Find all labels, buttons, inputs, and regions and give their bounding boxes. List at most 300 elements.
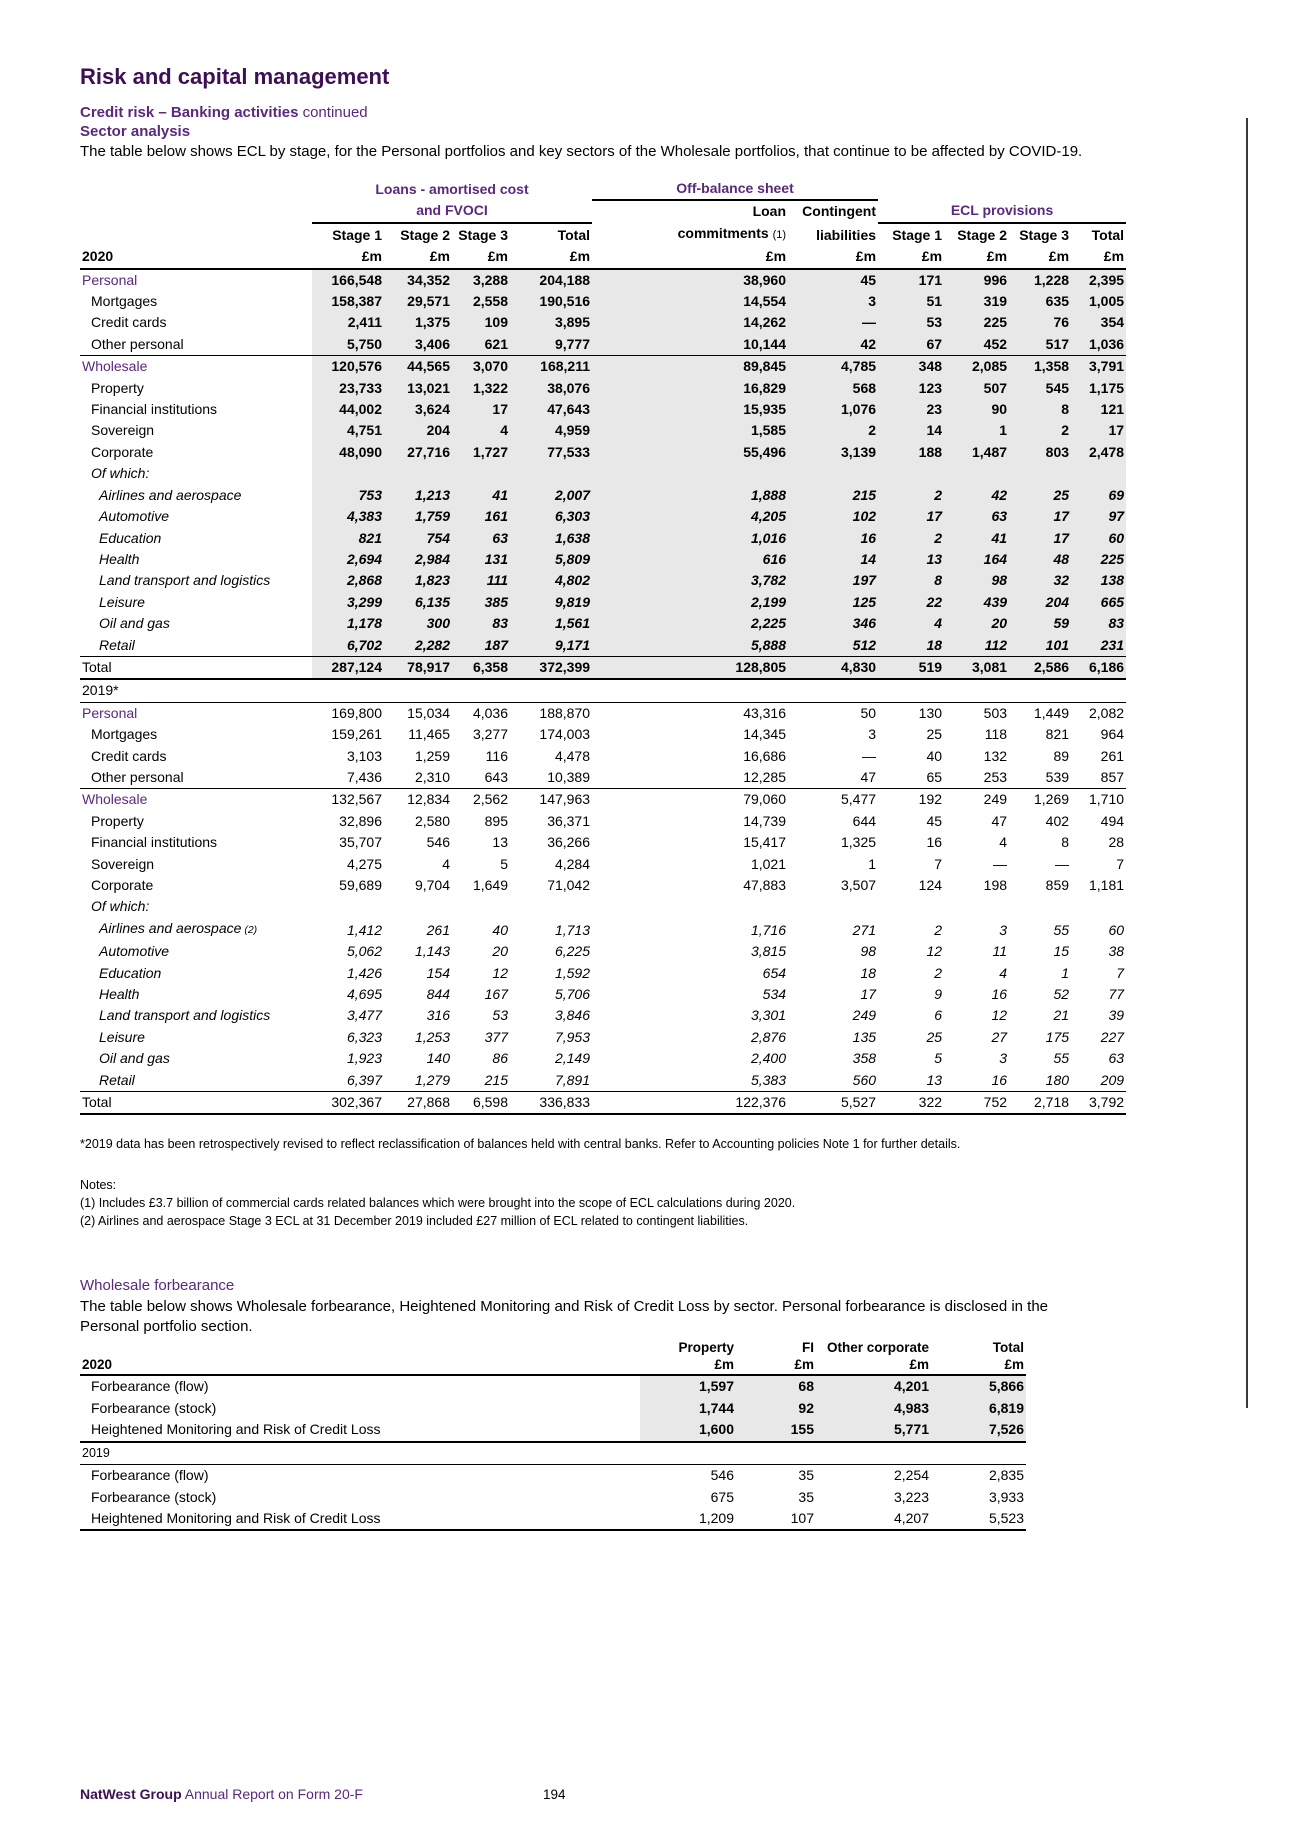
value-cell: 1,175 — [1071, 378, 1126, 399]
row-label: Financial institutions — [91, 834, 218, 851]
main-table — [80, 178, 1126, 1115]
value-cell: 643 — [452, 767, 510, 789]
value-cell: 6,397 — [346, 1071, 382, 1088]
table-row — [80, 1465, 1026, 1487]
value-cell: 16 — [991, 986, 1008, 1003]
value-cell: 2,149 — [554, 1050, 591, 1067]
value-cell: 3,782 — [592, 570, 788, 591]
notes-heading: Notes: — [80, 1178, 117, 1193]
note-2: (2) Airlines and aerospace Stage 3 ECL at 31 December 2019 included £27 million of ECL related to contingent liabilities. — [80, 1214, 749, 1229]
value-cell: 118 — [984, 726, 1008, 743]
value-cell: 132 — [983, 747, 1008, 764]
value-cell: 2 — [788, 420, 878, 441]
value-cell: 2,558 — [452, 291, 510, 312]
value-cell: 17 — [1009, 506, 1071, 527]
table-row — [80, 291, 1126, 312]
value-cell: 6,135 — [384, 592, 452, 613]
year-label-2019: 2019* — [80, 679, 1126, 702]
value-cell: 1,228 — [1009, 269, 1071, 291]
value-cell: 1,253 — [414, 1028, 450, 1045]
unit-gbp-m: £m — [944, 246, 1009, 268]
value-cell: 517 — [1009, 334, 1071, 356]
value-cell: 171 — [878, 269, 944, 291]
table-row — [80, 312, 1126, 333]
value-cell — [788, 463, 878, 484]
value-cell: 38,076 — [510, 378, 592, 399]
value-cell: 13,021 — [384, 378, 452, 399]
value-cell: 4 — [452, 420, 510, 441]
value-cell: 2,082 — [1088, 704, 1125, 721]
value-cell: 7 — [1116, 964, 1125, 981]
row-label: Personal — [82, 271, 138, 288]
value-cell: 198 — [983, 877, 1008, 893]
row-label: Sovereign — [91, 422, 155, 439]
value-cell: 45 — [788, 269, 878, 291]
year-label-2019: 2019 — [80, 1442, 1026, 1465]
value-cell: 25 — [926, 1028, 943, 1045]
value-cell: 6,598 — [452, 1092, 510, 1115]
value-cell: 249 — [983, 791, 1008, 808]
unit-gbp-m: £m — [384, 246, 452, 268]
value-cell: 20 — [492, 943, 508, 960]
value-cell: 12,834 — [407, 791, 450, 808]
row-label: Oil and gas — [99, 1050, 170, 1067]
value-cell: 560 — [852, 1071, 877, 1088]
table-row — [80, 832, 1126, 853]
revision-change-bar — [1246, 118, 1248, 1408]
value-cell: 1,713 — [554, 921, 591, 938]
value-cell: 83 — [1071, 613, 1126, 634]
table-row — [80, 528, 1126, 549]
row-label: Oil and gas — [99, 615, 170, 632]
row-label: Forbearance (flow) — [91, 1378, 209, 1395]
value-cell: 8 — [1061, 834, 1070, 851]
value-cell: 5,809 — [510, 549, 592, 570]
value-cell: 12,285 — [592, 767, 788, 789]
value-cell: 3,933 — [988, 1488, 1024, 1505]
value-cell: 1,449 — [1033, 704, 1070, 721]
value-cell: 17 — [878, 506, 944, 527]
value-cell: 5,527 — [788, 1092, 878, 1115]
value-cell: 6,225 — [554, 943, 591, 960]
value-cell: 5,706 — [554, 986, 591, 1003]
value-cell: 5,866 — [931, 1375, 1026, 1397]
value-cell: 322 — [878, 1092, 944, 1115]
value-cell: 35,707 — [339, 834, 382, 851]
row-label: Automotive — [99, 508, 170, 525]
value-cell: 2,478 — [1071, 442, 1126, 463]
row-label: Property — [91, 379, 144, 396]
value-cell: — — [788, 312, 878, 333]
note-1: (1) Includes £3.7 billion of commercial cards related balances which were brought into the scope of ECL calculations during 2020. — [80, 1196, 796, 1211]
value-cell: 32,896 — [339, 812, 382, 829]
value-cell: 964 — [1100, 726, 1125, 743]
value-cell — [510, 463, 592, 484]
value-cell: 7 — [1116, 855, 1125, 872]
table-row — [80, 1092, 1126, 1115]
value-cell: 38,960 — [592, 269, 788, 291]
value-cell: 5,523 — [931, 1508, 1026, 1530]
value-cell: 1,592 — [554, 964, 591, 981]
value-cell: 65 — [878, 767, 944, 789]
value-cell: 377 — [484, 1028, 508, 1045]
value-cell: 336,833 — [510, 1092, 592, 1115]
value-cell: 1,209 — [640, 1508, 736, 1530]
row-label: Forbearance (flow) — [91, 1467, 209, 1484]
forbearance-year-divider — [80, 1442, 1026, 1465]
group-loans-line1: Loans - amortised cost — [375, 181, 529, 197]
value-cell: 27,868 — [384, 1092, 452, 1115]
value-cell: 621 — [452, 334, 510, 356]
col-total: Total — [557, 226, 591, 243]
footer-brand: NatWest Group — [80, 1786, 182, 1802]
value-cell: 439 — [944, 592, 1009, 613]
value-cell: 635 — [1009, 291, 1071, 312]
value-cell: 3,792 — [1071, 1092, 1126, 1115]
value-cell: 7,953 — [554, 1028, 591, 1045]
value-cell: 11 — [992, 943, 1008, 960]
value-cell: 6,186 — [1071, 656, 1126, 679]
value-cell: 15 — [1053, 943, 1070, 960]
value-cell: 996 — [944, 269, 1009, 291]
value-cell: 47 — [788, 767, 878, 789]
value-cell: 128,805 — [592, 656, 788, 679]
header-spacer — [80, 1339, 640, 1356]
header-spacer — [80, 223, 312, 246]
value-cell: 44,565 — [384, 356, 452, 378]
value-cell: 204,188 — [510, 269, 592, 291]
value-cell: 44,002 — [312, 399, 384, 420]
header-spacer — [80, 178, 312, 200]
row-label: Leisure — [99, 1028, 145, 1045]
value-cell: 7,891 — [554, 1071, 591, 1088]
value-cell: 16 — [788, 528, 878, 549]
value-cell: 539 — [1009, 767, 1071, 789]
unit-gbp-m: £m — [736, 1356, 816, 1375]
value-cell: 754 — [384, 528, 452, 549]
notes-block — [80, 1176, 1126, 1230]
value-cell: 1,143 — [414, 943, 450, 960]
value-cell: 67 — [878, 334, 944, 356]
value-cell: 71,042 — [547, 877, 591, 893]
value-cell: 4 — [878, 613, 944, 634]
value-cell: 6,819 — [931, 1398, 1026, 1419]
table-row — [80, 485, 1126, 506]
value-cell: 3,791 — [1071, 356, 1126, 378]
value-cell — [312, 896, 384, 917]
value-cell: 1,021 — [750, 855, 787, 872]
value-cell: 166,548 — [312, 269, 384, 291]
value-cell: 155 — [736, 1419, 816, 1441]
value-cell — [878, 463, 944, 484]
row-label: Of which: — [91, 898, 150, 915]
value-cell — [1071, 896, 1126, 917]
row-label: Sovereign — [91, 855, 155, 872]
value-cell: 17 — [860, 986, 877, 1003]
value-cell: 180 — [1045, 1071, 1070, 1088]
table-row — [80, 635, 1126, 657]
value-cell: 63 — [944, 506, 1009, 527]
unit-gbp-m: £m — [640, 1356, 736, 1375]
value-cell: 2,868 — [312, 570, 384, 591]
value-cell: 3 — [999, 921, 1008, 938]
group-ecl-provisions: ECL provisions — [878, 200, 1126, 222]
value-cell: 1 — [1061, 964, 1070, 981]
value-cell: 2,007 — [510, 485, 592, 506]
row-label: Airlines and aerospace (2) — [99, 919, 258, 936]
value-cell: 3,895 — [510, 312, 592, 333]
value-cell: 25 — [1009, 485, 1071, 506]
table-row — [80, 896, 1126, 917]
value-cell: 188 — [878, 442, 944, 463]
value-cell: 7 — [934, 855, 943, 872]
value-cell: 302,367 — [312, 1092, 384, 1115]
value-cell: 78,917 — [384, 656, 452, 679]
value-cell: 4,207 — [816, 1508, 931, 1530]
value-cell: 8 — [878, 570, 944, 591]
value-cell: 2,199 — [592, 592, 788, 613]
value-cell: 12 — [492, 964, 508, 981]
value-cell: 1,375 — [384, 312, 452, 333]
value-cell: 60 — [1108, 921, 1125, 938]
value-cell: 9,819 — [510, 592, 592, 613]
table-row — [80, 1508, 1026, 1530]
value-cell: 3,277 — [472, 726, 508, 743]
value-cell: 3,507 — [840, 877, 877, 893]
value-cell: 92 — [736, 1398, 816, 1419]
col-other-corporate: Other corporate — [826, 1340, 929, 1356]
value-cell: 47,643 — [510, 399, 592, 420]
table-row — [80, 420, 1126, 441]
value-cell: 503 — [983, 704, 1008, 721]
row-label: Airlines and aerospace — [99, 486, 242, 503]
col-loan-commitments-word: commitments — [677, 224, 769, 241]
value-cell: 7,436 — [312, 767, 384, 789]
value-cell: 132,567 — [331, 791, 382, 808]
table-row — [80, 702, 1126, 724]
value-cell — [944, 896, 1009, 917]
table-row — [80, 334, 1126, 356]
value-cell: 6 — [934, 1007, 943, 1024]
group-off-balance-sheet: Off-balance sheet — [592, 178, 878, 200]
value-cell: 4,036 — [472, 704, 508, 721]
row-label: Forbearance (stock) — [91, 1488, 217, 1505]
value-cell: 3,103 — [346, 747, 382, 764]
value-cell: 1,727 — [452, 442, 510, 463]
value-cell: 9,704 — [414, 877, 450, 893]
value-cell: 147,963 — [539, 791, 591, 808]
value-cell: 122,376 — [592, 1092, 788, 1115]
value-cell: 86 — [492, 1050, 508, 1067]
value-cell: 112 — [944, 635, 1009, 657]
value-cell: 36,371 — [547, 812, 591, 829]
value-cell: 2,876 — [750, 1028, 787, 1045]
value-cell: 2,586 — [1009, 656, 1071, 679]
value-cell: 11,465 — [408, 726, 450, 743]
value-cell: 28 — [1108, 834, 1125, 851]
value-cell: 5 — [500, 855, 508, 872]
value-cell: 3,070 — [452, 356, 510, 378]
value-cell: 15,935 — [592, 399, 788, 420]
value-cell: 402 — [1045, 812, 1070, 829]
page-number: 194 — [543, 1787, 566, 1802]
value-cell: 23 — [878, 399, 944, 420]
value-cell: 90 — [944, 399, 1009, 420]
value-cell: 2,310 — [384, 767, 452, 789]
value-cell: 53 — [878, 312, 944, 333]
row-label: Health — [99, 550, 140, 567]
value-cell: 1,279 — [414, 1071, 450, 1088]
value-cell: 22 — [878, 592, 944, 613]
value-cell: 1,076 — [788, 399, 878, 420]
value-cell: 2,984 — [384, 549, 452, 570]
value-cell: 13 — [492, 834, 508, 851]
col-stage2: Stage 2 — [400, 226, 450, 243]
value-cell: 616 — [592, 549, 788, 570]
value-cell: 63 — [1108, 1050, 1125, 1067]
value-cell: 77 — [1108, 986, 1125, 1003]
value-cell: 4,830 — [788, 656, 878, 679]
value-cell: 1,716 — [750, 921, 787, 938]
unit-gbp-m: £m — [816, 1356, 931, 1375]
value-cell: 3,477 — [346, 1007, 382, 1024]
value-cell: 168,211 — [510, 356, 592, 378]
value-cell: 227 — [1100, 1028, 1125, 1045]
value-cell: 55 — [1053, 1050, 1070, 1067]
page-content — [80, 0, 1126, 1531]
table-row — [80, 811, 1126, 832]
value-cell: 138 — [1071, 570, 1126, 591]
value-cell: 89,845 — [592, 356, 788, 378]
value-cell: 1,213 — [384, 485, 452, 506]
value-cell: 140 — [426, 1050, 450, 1067]
value-cell: 17 — [1009, 528, 1071, 549]
value-cell: 14,262 — [592, 312, 788, 333]
row-label: Mortgages — [91, 726, 158, 743]
forbearance-intro: The table below shows Wholesale forbearance, Heightened Monitoring and Risk of Credit Loss by sector. Personal forbearance is disclosed in the Personal portfolio section. — [80, 1298, 1049, 1336]
table-row — [80, 356, 1126, 378]
value-cell: 1,036 — [1071, 334, 1126, 356]
value-cell: 261 — [426, 921, 450, 938]
value-cell: 3,081 — [944, 656, 1009, 679]
value-cell: 98 — [860, 943, 877, 960]
value-cell: 857 — [1071, 767, 1126, 789]
value-cell: 821 — [1045, 726, 1070, 743]
value-cell: 192 — [918, 791, 943, 808]
value-cell: 1,322 — [452, 378, 510, 399]
value-cell: 5,750 — [312, 334, 384, 356]
unit-gbp-m: £m — [1071, 246, 1126, 268]
value-cell: 512 — [788, 635, 878, 657]
value-cell: 1,358 — [1009, 356, 1071, 378]
value-cell: 372,399 — [510, 656, 592, 679]
value-cell: 4,983 — [816, 1398, 931, 1419]
value-cell: 6,323 — [346, 1028, 382, 1045]
value-cell: 3,299 — [312, 592, 384, 613]
value-cell: 2,254 — [893, 1467, 929, 1484]
value-cell: 14 — [878, 420, 944, 441]
value-cell: 41 — [944, 528, 1009, 549]
col-contingent-line1: Contingent — [802, 203, 877, 220]
value-cell: 1,638 — [510, 528, 592, 549]
value-cell — [384, 896, 452, 917]
value-cell: 48,090 — [312, 442, 384, 463]
value-cell — [944, 463, 1009, 484]
col-loan-commitments-line1: Loan — [752, 203, 787, 220]
col-ecl-total: Total — [1091, 226, 1125, 243]
col-ecl-stage3: Stage 3 — [1019, 226, 1070, 243]
value-cell: 40 — [926, 747, 943, 764]
value-cell — [1009, 463, 1071, 484]
value-cell: 2,562 — [472, 791, 508, 808]
value-cell: 752 — [944, 1092, 1009, 1115]
unit-gbp-m: £m — [510, 246, 592, 268]
value-cell: 27,716 — [384, 442, 452, 463]
value-cell: 12 — [991, 1007, 1008, 1024]
value-cell: 4,785 — [788, 356, 878, 378]
value-cell: 3 — [788, 291, 878, 312]
col-stage3: Stage 3 — [458, 226, 508, 243]
value-cell: 1,016 — [592, 528, 788, 549]
table-row — [80, 656, 1126, 679]
value-cell: 1,585 — [592, 420, 788, 441]
value-cell: 35 — [798, 1488, 814, 1505]
value-cell: 2,835 — [988, 1467, 1024, 1484]
section-heading: Sector analysis — [80, 123, 191, 140]
table-row — [80, 918, 1126, 941]
table-row — [80, 506, 1126, 527]
value-cell: 6,358 — [452, 656, 510, 679]
rows-2020 — [80, 269, 1126, 680]
value-cell: 8 — [1009, 399, 1071, 420]
value-cell: 225 — [944, 312, 1009, 333]
value-cell: 215 — [788, 485, 878, 506]
value-cell: 1 — [868, 855, 877, 872]
value-cell: 16 — [926, 834, 943, 851]
value-cell: 116 — [485, 747, 508, 764]
value-cell: 1,426 — [346, 964, 382, 981]
value-cell: 507 — [944, 378, 1009, 399]
table-row — [80, 1487, 1026, 1508]
value-cell — [312, 463, 384, 484]
value-cell: 519 — [878, 656, 944, 679]
row-label: Health — [99, 986, 140, 1003]
value-cell: 187 — [452, 635, 510, 657]
value-cell: 1,823 — [384, 570, 452, 591]
value-cell: 1,005 — [1071, 291, 1126, 312]
value-cell: 164 — [944, 549, 1009, 570]
value-cell — [452, 463, 510, 484]
value-cell: 14,345 — [743, 726, 787, 743]
value-cell: 14,554 — [592, 291, 788, 312]
value-cell: 271 — [852, 921, 877, 938]
table-row — [80, 767, 1126, 789]
value-cell: 34,352 — [384, 269, 452, 291]
value-cell: 4 — [999, 964, 1008, 981]
value-cell: 125 — [788, 592, 878, 613]
unit-gbp-m: £m — [312, 246, 384, 268]
row-label: Total — [80, 1092, 312, 1115]
table-row — [80, 1375, 1026, 1397]
value-cell: 4,205 — [592, 506, 788, 527]
value-cell: 1,649 — [472, 877, 508, 893]
value-cell: 4,695 — [346, 986, 382, 1003]
unit-gbp-m: £m — [1009, 246, 1071, 268]
value-cell: 2,225 — [592, 613, 788, 634]
value-cell: 1,710 — [1088, 791, 1125, 808]
value-cell: 215 — [484, 1071, 508, 1088]
value-cell: 665 — [1071, 592, 1126, 613]
